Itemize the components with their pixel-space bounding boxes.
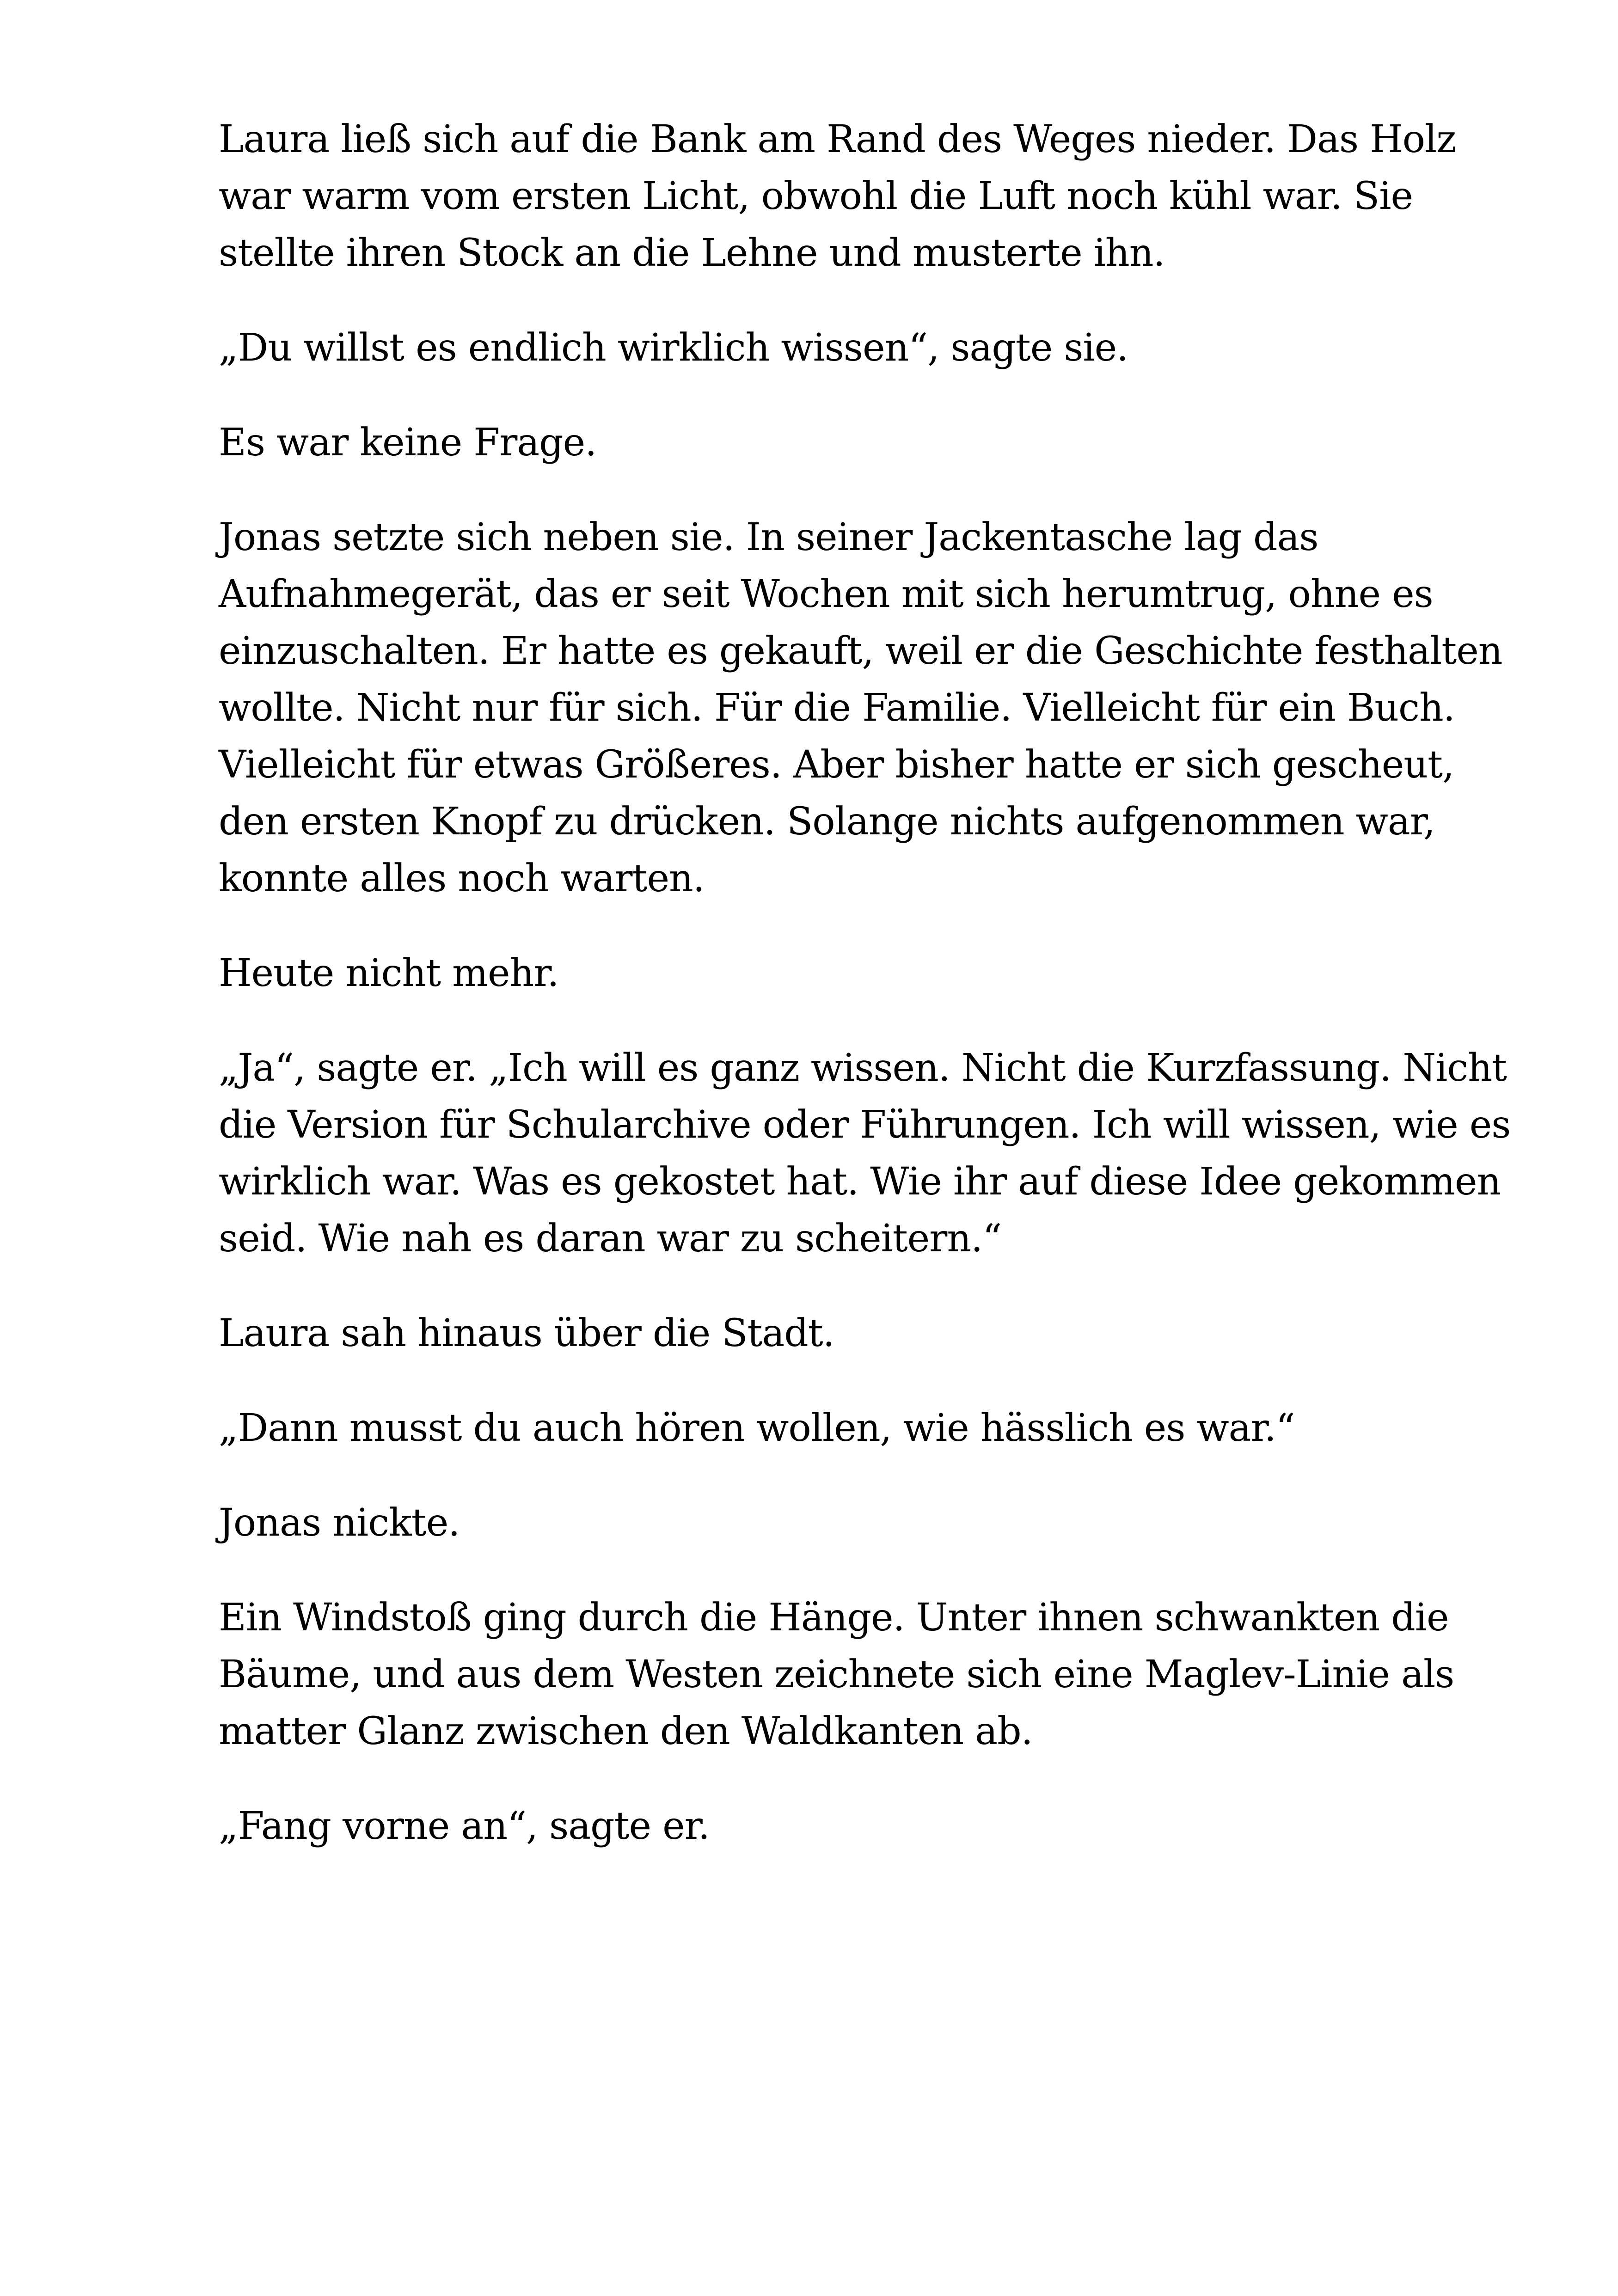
paragraph: „Ja“, sagte er. „Ich will es ganz wissen. Nicht die Kurzfassung. Nicht die Version für Schularchive oder Führungen. Ich will wissen, wie es wirklich war. Was es gekostet hat. Wie ihr auf diese Idee gekommen seid. Wie nah es daran war zu scheitern.“ [219, 1046, 1511, 1261]
document-body [219, 111, 1522, 1892]
paragraph: Heute nicht mehr. [219, 951, 559, 995]
paragraph: „Du willst es endlich wirklich wissen“, sagte sie. [219, 326, 1128, 370]
paragraph: Laura sah hinaus über die Stadt. [219, 1311, 834, 1355]
paragraph: Laura ließ sich auf die Bank am Rand des Weges nieder. Das Holz war warm vom ersten Licht, obwohl die Luft noch kühl war. Sie stellte ihren Stock an die Lehne und musterte ihn. [219, 117, 1456, 275]
paragraph: Jonas setzte sich neben sie. In seiner Jackentasche lag das Aufnahmegerät, das er seit Wochen mit sich herumtrug, ohne es einzuschalten. Er hatte es gekauft, weil er die Geschichte festhalten wollte. Nicht nur für sich. Für die Familie. Vielleicht für ein Buch. Vielleicht für etwas Größeres. Aber bisher hatte er sich gescheut, den ersten Knopf zu drücken. Solange nichts aufgenommen war, konnte alles noch warten. [219, 515, 1502, 900]
paragraph: „Dann musst du auch hören wollen, wie hässlich es war.“ [219, 1406, 1295, 1450]
paragraph: Ein Windstoß ging durch die Hänge. Unter ihnen schwankten die Bäume, und aus dem Westen zeichnete sich eine Maglev-Linie als matter Glanz zwischen den Waldkanten ab. [219, 1596, 1454, 1753]
paragraph: Es war keine Frage. [219, 421, 597, 465]
paragraph: Jonas nickte. [219, 1501, 460, 1545]
paragraph: „Fang vorne an“, sagte er. [219, 1804, 710, 1848]
